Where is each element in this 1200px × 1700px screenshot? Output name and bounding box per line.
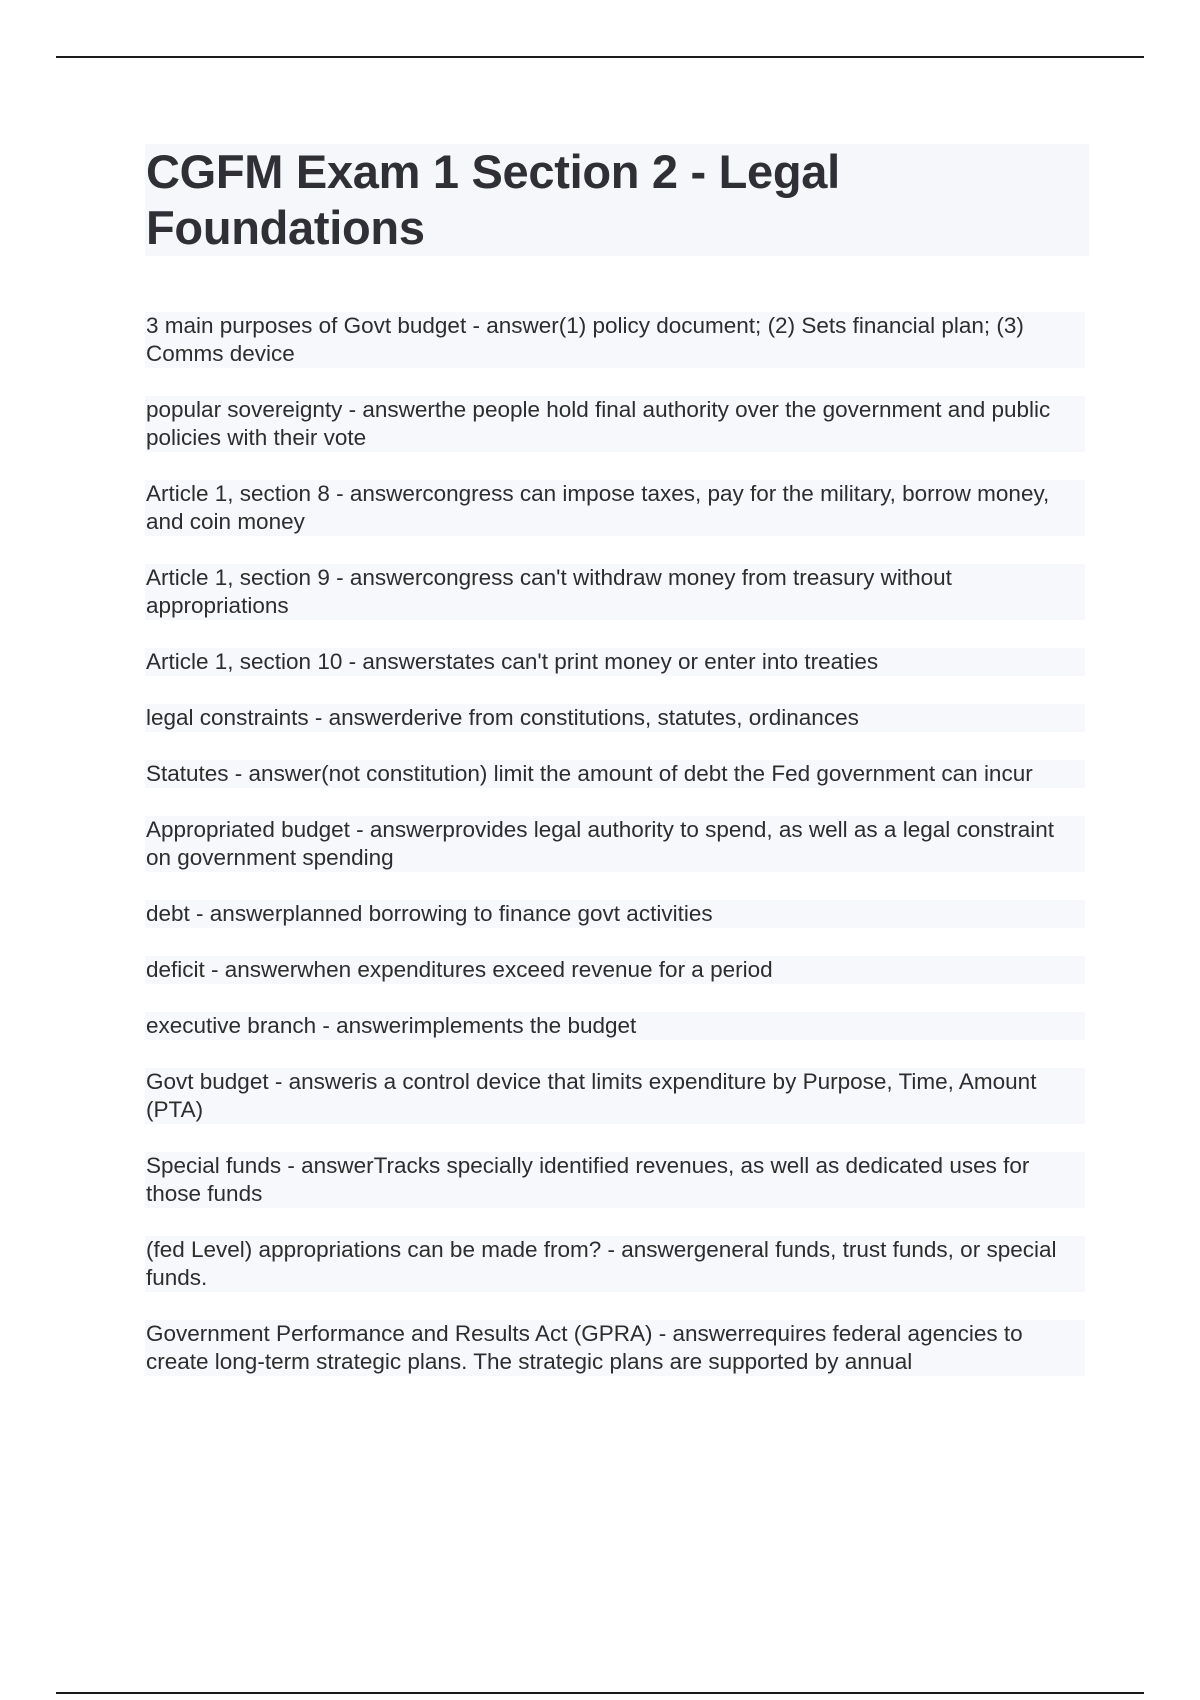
title-block [145,144,1089,256]
qa-item: Govt budget - answeris a control device that limits expenditure by Purpose, Time, Amount (PTA) [145,1068,1085,1124]
bottom-rule [56,1692,1144,1694]
qa-item: Article 1, section 9 - answercongress can't withdraw money from treasury without appropriations [145,564,1085,620]
page-title: CGFM Exam 1 Section 2 - Legal Foundations [146,145,840,254]
qa-item: deficit - answerwhen expenditures exceed revenue for a period [145,956,1085,984]
top-rule [56,56,1144,58]
qa-item: Appropriated budget - answerprovides legal authority to spend, as well as a legal constraint on government spending [145,816,1085,872]
qa-item: (fed Level) appropriations can be made from? - answergeneral funds, trust funds, or special funds. [145,1236,1085,1292]
qa-item: executive branch - answerimplements the budget [145,1012,1085,1040]
qa-item: legal constraints - answerderive from constitutions, statutes, ordinances [145,704,1085,732]
qa-item: debt - answerplanned borrowing to finance govt activities [145,900,1085,928]
qa-item: 3 main purposes of Govt budget - answer(1) policy document; (2) Sets financial plan; (3) Comms device [145,312,1085,368]
qa-item: Special funds - answerTracks specially identified revenues, as well as dedicated uses for those funds [145,1152,1085,1208]
qa-item: Statutes - answer(not constitution) limit the amount of debt the Fed government can incur [145,760,1085,788]
qa-item: Article 1, section 8 - answercongress can impose taxes, pay for the military, borrow money, and coin money [145,480,1085,536]
qa-item: popular sovereignty - answerthe people hold final authority over the government and public policies with their vote [145,396,1085,452]
qa-item: Article 1, section 10 - answerstates can't print money or enter into treaties [145,648,1085,676]
qa-item: Government Performance and Results Act (GPRA) - answerrequires federal agencies to create long-term strategic plans. The strategic plans are supported by annual [145,1320,1085,1376]
qa-list [145,312,1085,1404]
